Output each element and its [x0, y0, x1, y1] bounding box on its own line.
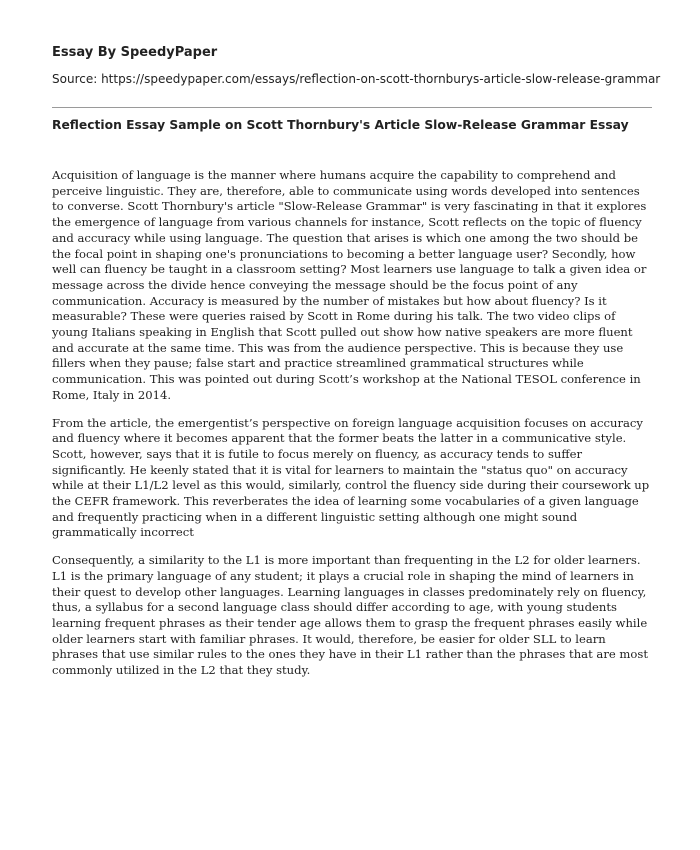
essay-paragraph: Acquisition of language is the manner where humans acquire the capability to comprehend and perceive linguistic. They are, therefore, able to communicate using words developed into sentences to converse. Scott Thornbury's article "Slow-Release Grammar" is very fascinating in that it explores the emergence of language from various channels for instance, Scott reflects on the topic of fluency and accuracy while using language. The question that arises is which one among the two should be the focal point in shaping one's pronunciations to becoming a better language user? Secondly, how well can fluency be taught in a classroom setting? Most learners use language to talk a given idea or message across the divide hence conveying the message should be the focus point of any communication. Accuracy is measured by the number of mistakes but how about fluency? Is it measurable? These were queries raised by Scott in Rome during his talk. The two video clips of young Italians speaking in English that Scott pulled out show how native speakers are more fluent and accurate at the same time. This was from the audience perspective. This is because they use fillers when they pause; false start and practice streamlined grammatical structures while communication. This was pointed out during Scott’s workshop at the National TESOL conference in Rome, Italy in 2014. [52, 168, 647, 402]
essay-title: Reflection Essay Sample on Scott Thornbury's Article Slow-Release Grammar Essay [52, 118, 629, 132]
essay-paragraph: Consequently, a similarity to the L1 is more important than frequenting in the L2 for older learners. L1 is the primary language of any student; it plays a crucial role in shaping the mind of learners in their quest to develop other languages. Learning languages in classes predominately rely on fluency, thus, a syllabus for a second language class should differ according to age, with young students learning frequent phrases as their tender age allows them to grasp the frequent phrases easily while older learners start with familiar phrases. It would, therefore, be easier for older SLL to learn phrases that use similar rules to the ones they have in their L1 rather than the phrases that are most commonly utilized in the L2 that they study. [52, 553, 649, 678]
source-line: Source: https://speedypaper.com/essays/reflection-on-scott-thornburys-article-slow-release-grammar [52, 72, 661, 86]
essay-paragraph: From the article, the emergentist’s perspective on foreign language acquisition focuses on accuracy and fluency where it becomes apparent that the former beats the latter in a communicative style. Scott, however, says that it is futile to focus merely on fluency, as accuracy tends to suffer significantly. He keenly stated that it is vital for learners to maintain the "status quo" on accuracy while at their L1/L2 level as this would, similarly, control the fluency side during their coursework up the CEFR framework. This reverberates the idea of learning some vocabularies of a given language and frequently practicing when in a different linguistic setting although one might sound grammatically incorrect [52, 415, 650, 540]
essay-body [52, 168, 654, 691]
document-header-title: Essay By SpeedyPaper [52, 45, 218, 60]
header-divider [52, 107, 652, 108]
